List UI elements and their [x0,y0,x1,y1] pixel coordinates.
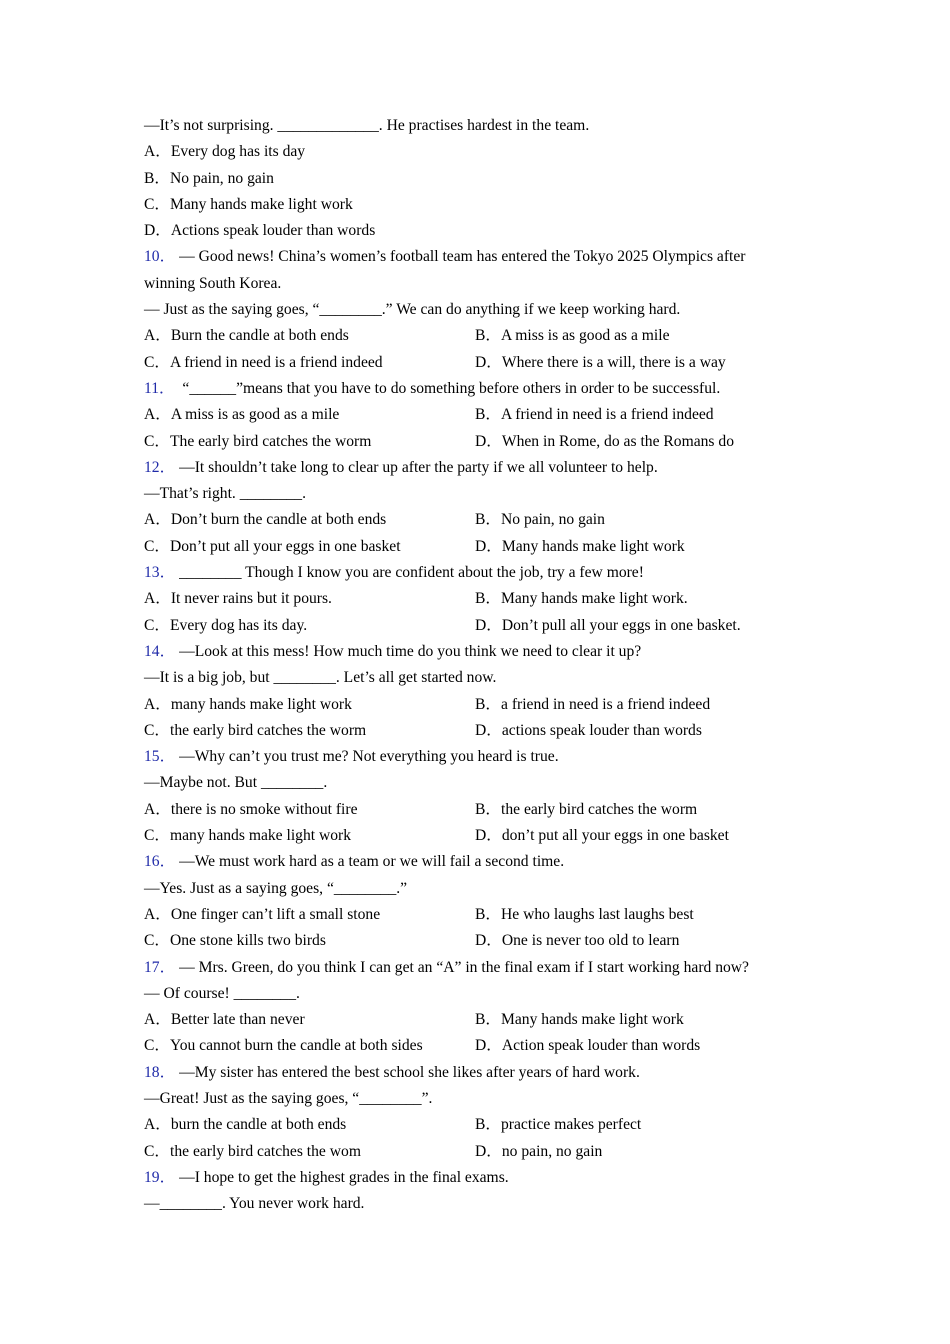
question-stem [144,1165,800,1191]
question-stem [144,849,800,875]
question-block [144,744,800,849]
question-block [144,1165,800,1218]
exam-page-content [144,113,800,1217]
answer-option[interactable]: D．When in Rome, do as the Romans do [475,432,734,450]
answer-option[interactable]: A．Don’t burn the candle at both ends [144,511,387,529]
answer-option[interactable]: A．Burn the candle at both ends [144,327,349,345]
answer-option[interactable]: D．Action speak louder than words [475,1037,701,1055]
answer-option[interactable]: A．Better late than never [144,1011,305,1029]
answer-option[interactable]: B．practice makes perfect [475,1116,642,1134]
answer-option[interactable]: C．A friend in need is a friend indeed [144,353,383,371]
question-block [144,955,800,1060]
answer-option[interactable]: C．the early bird catches the wom [144,1142,361,1160]
question-number: 14． [144,642,176,660]
dialogue-line [144,481,800,507]
line-text: —We must work hard as a team or we will fail a second time. [179,853,565,871]
question-stem [144,639,800,665]
answer-option[interactable]: D．Don’t pull all your eggs in one basket. [475,616,741,634]
answer-option[interactable]: B．A friend in need is a friend indeed [475,406,714,424]
line-text: —That’s right. ________. [144,485,306,503]
dialogue-line [144,665,800,691]
option-row [144,797,800,823]
question-number: 15． [144,748,176,766]
answer-option[interactable]: C．Don’t put all your eggs in one basket [144,537,401,555]
question-stem [144,1060,800,1086]
answer-option[interactable]: B．Many hands make light work. [475,590,688,608]
question-block [144,1060,800,1165]
question-number: 17． [144,958,176,976]
answer-option[interactable]: D．Actions speak louder than words [144,222,376,240]
option-row [144,586,800,612]
answer-option[interactable]: D．One is never too old to learn [475,932,680,950]
line-text: — Of course! ________. [144,984,300,1002]
question-block [144,639,800,744]
question-number: 13． [144,564,176,582]
answer-option[interactable]: A．Every dog has its day [144,143,306,161]
option-row [144,402,800,428]
question-number: 12． [144,458,176,476]
option-row [144,350,800,376]
option-row [144,323,800,349]
option-row [144,613,800,639]
question-stem [144,244,800,297]
question-block [144,455,800,560]
question-number: 16． [144,853,176,871]
question-block [144,376,800,455]
question-number: 10． [144,248,176,266]
question-stem [144,455,800,481]
question-number: 18． [144,1063,176,1081]
line-text: —It is a big job, but ________. Let’s all get started now. [144,669,497,687]
answer-option[interactable]: A．A miss is as good as a mile [144,406,340,424]
answer-option[interactable]: B．No pain, no gain [475,511,605,529]
answer-option[interactable]: B．A miss is as good as a mile [475,327,670,345]
question-block [144,560,800,639]
line-text: —I hope to get the highest grades in the final exams. [179,1168,509,1186]
dialogue-line [144,876,800,902]
answer-option[interactable]: C．Every dog has its day. [144,616,308,634]
dialogue-line [144,1086,800,1112]
line-text: “______”means that you have to do something before others in order to be successful. [182,379,721,397]
question-block [144,113,800,244]
answer-option[interactable]: D．Where there is a will, there is a way [475,353,726,371]
line-text: — Mrs. Green, do you think I can get an “A” in the final exam if I start working hard now? [179,958,749,976]
answer-option[interactable]: A．One finger can’t lift a small stone [144,905,381,923]
question-stem [144,744,800,770]
option-row [144,1139,800,1165]
option-row [144,534,800,560]
question-block [144,849,800,954]
option-row [144,429,800,455]
answer-option[interactable]: C．the early bird catches the worm [144,721,367,739]
line-text: — Just as the saying goes, “________.” We can do anything if we keep working hard. [144,301,681,319]
option-row [144,1112,800,1138]
line-text: —Why can’t you trust me? Not everything you heard is true. [179,748,559,766]
answer-option[interactable]: A．It never rains but it pours. [144,590,332,608]
line-text: —It’s not surprising. _____________. He practises hardest in the team. [144,117,590,134]
answer-option[interactable]: D．actions speak louder than words [475,721,702,739]
answer-option[interactable]: B．He who laughs last laughs best [475,905,694,923]
question-number: 11． [144,379,175,397]
answer-option[interactable]: C．Many hands make light work [144,195,353,213]
dialogue-line [144,981,800,1007]
answer-option[interactable]: D．no pain, no gain [475,1142,603,1160]
question-stem [144,376,800,402]
dialogue-line [144,770,800,796]
line-text: —Great! Just as the saying goes, “________”. [144,1089,433,1107]
answer-option[interactable]: B．Many hands make light work [475,1011,684,1029]
line-text: —________. You never work hard. [144,1195,365,1213]
question-stem [144,560,800,586]
line-text: ________ Though I know you are confident about the job, try a few more! [179,564,644,582]
option-row [144,1007,800,1033]
answer-option[interactable]: A．burn the candle at both ends [144,1116,347,1134]
question-number: 19． [144,1168,176,1186]
answer-option[interactable]: D．don’t put all your eggs in one basket [475,827,729,845]
line-text: —It shouldn’t take long to clear up after the party if we all volunteer to help. [179,458,658,476]
answer-option[interactable]: C．You cannot burn the candle at both sides [144,1037,423,1055]
answer-option[interactable]: C．The early bird catches the worm [144,432,372,450]
answer-option[interactable]: D．Many hands make light work [475,537,685,555]
option-row [144,1033,800,1059]
answer-option[interactable]: C．One stone kills two birds [144,932,326,950]
dialogue-line [144,1191,800,1217]
question-stem [144,113,800,139]
answer-option[interactable]: C．many hands make light work [144,827,352,845]
answer-option[interactable]: B．No pain, no gain [144,169,274,187]
line-text: —My sister has entered the best school she likes after years of hard work. [179,1063,640,1081]
answer-option[interactable]: A．many hands make light work [144,695,352,713]
option-row [144,928,800,954]
option-row [144,692,800,718]
question-block [144,244,800,375]
option-row [144,902,800,928]
line-text: —Yes. Just as a saying goes, “________.” [144,879,408,897]
answer-option[interactable]: B．a friend in need is a friend indeed [475,695,711,713]
option-row [144,507,800,533]
line-text: —Maybe not. But ________. [144,774,328,792]
question-stem [144,955,800,981]
line-text: —Look at this mess! How much time do you think we need to clear it up? [179,642,642,660]
answer-option[interactable]: A．there is no smoke without fire [144,800,358,818]
dialogue-line [144,297,800,323]
answer-option[interactable]: B．the early bird catches the worm [475,800,698,818]
option-row [144,718,800,744]
option-row [144,823,800,849]
line-text: — Good news! China’s women’s football team has entered the Tokyo 2025 Olympics after winning South Korea. [144,248,746,292]
